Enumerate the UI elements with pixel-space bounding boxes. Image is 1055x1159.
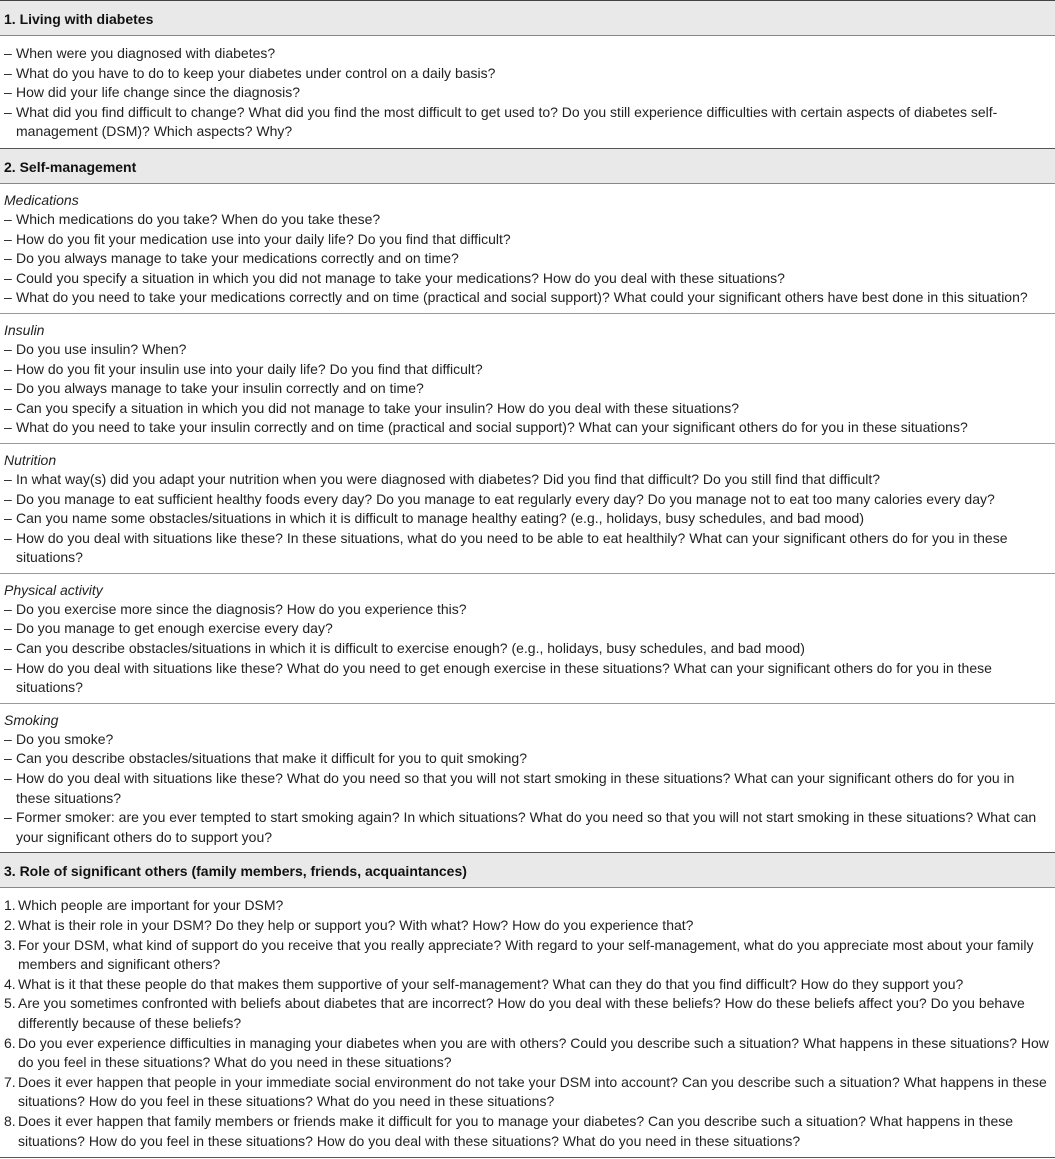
subsection-insulin xyxy=(0,314,1055,444)
question-list xyxy=(4,730,1051,848)
item-number: 8. xyxy=(4,1112,16,1129)
question-item: – What do you need to take your medications correctly and on time (practical and social support)? What could your significant others have best done in this situation? xyxy=(4,288,1051,308)
section-title: 3. Role of significant others (family members, friends, acquaintances) xyxy=(0,853,1055,888)
numbered-question-list xyxy=(4,896,1051,1151)
question-list xyxy=(4,340,1051,438)
numbered-question-item xyxy=(4,916,1051,936)
item-number: 5. xyxy=(4,995,16,1012)
numbered-question-item xyxy=(4,1034,1051,1073)
question-item: – How do you fit your insulin use into your daily life? Do you find that difficult? xyxy=(4,360,1051,380)
question-item: – Do you smoke? xyxy=(4,730,1051,750)
question-item: – Do you use insulin? When? xyxy=(4,340,1051,360)
subsection-title: Insulin xyxy=(4,321,45,338)
question-item: – Can you specify a situation in which you did not manage to take your insulin? How do you deal with these situations? xyxy=(4,399,1051,419)
question-text: Does it ever happen that family members or friends make it difficult for you to manage your diabetes? Can you describe such a situation? What happens in these situations? How do you feel in these situations? How do you deal with these situations? What do you need in these situations? xyxy=(18,1112,1014,1149)
question-list xyxy=(4,210,1051,308)
question-item: – Do you always manage to take your medications correctly and on time? xyxy=(4,249,1051,269)
question-list xyxy=(4,600,1051,698)
section-role-of-significant-others xyxy=(0,853,1055,1158)
subsection-title: Smoking xyxy=(4,711,59,728)
question-item: – When were you diagnosed with diabetes? xyxy=(4,44,1051,64)
numbered-question-item xyxy=(4,936,1051,975)
question-item: – Can you name some obstacles/situations in which it is difficult to manage healthy eating? (e.g., holidays, busy schedules, and bad mood) xyxy=(4,509,1051,529)
question-item: – How do you deal with situations like these? What do you need to get enough exercise in these situations? What can your significant others do for you in these situations? xyxy=(4,659,1051,698)
question-text: Does it ever happen that people in your immediate social environment do not take your DSM into account? Can you describe such a situation? What happens in these situations? How do you feel in these situations? What do you need in these situations? xyxy=(18,1073,1047,1110)
numbered-question-item xyxy=(4,896,1051,916)
numbered-question-item xyxy=(4,1073,1051,1112)
question-item: – Do you exercise more since the diagnosis? How do you experience this? xyxy=(4,600,1051,620)
question-item: – Do you always manage to take your insulin correctly and on time? xyxy=(4,379,1051,399)
section-self-management xyxy=(0,149,1055,853)
numbered-question-item xyxy=(4,975,1051,995)
section-title: 2. Self-management xyxy=(0,149,1055,184)
subsection-physical-activity xyxy=(0,574,1055,704)
question-group xyxy=(0,36,1055,148)
subsection-title: Nutrition xyxy=(4,451,57,468)
question-list xyxy=(4,470,1051,568)
question-item: – Do you manage to get enough exercise every day? xyxy=(4,619,1051,639)
question-item: – Can you describe obstacles/situations that make it difficult for you to quit smoking? xyxy=(4,749,1051,769)
question-text: Which people are important for your DSM? xyxy=(18,897,284,914)
numbered-question-item xyxy=(4,994,1051,1033)
item-number: 6. xyxy=(4,1034,16,1051)
item-number: 2. xyxy=(4,917,16,933)
question-item: – Which medications do you take? When do you take these? xyxy=(4,210,1051,230)
question-item: – What do you need to take your insulin correctly and on time (practical and social support)? What can your significant others do for you in these situations? xyxy=(4,418,1051,438)
question-item: – How do you deal with situations like these? What do you need so that you will not start smoking in these situations? What can your significant others do for you in these situations? xyxy=(4,769,1051,808)
numbered-question-item xyxy=(4,1112,1051,1151)
question-item: – How do you fit your medication use into your daily life? Do you find that difficult? xyxy=(4,230,1051,250)
question-text: Are you sometimes confronted with beliefs about diabetes that are incorrect? How do you deal with these beliefs? How do these beliefs affect you? Do you behave differently because of these beliefs? xyxy=(18,995,1025,1031)
question-item: – Could you specify a situation in which you did not manage to take your medications? How do you deal with these situations? xyxy=(4,269,1051,289)
subsection-title: Physical activity xyxy=(4,581,103,598)
question-text: What is their role in your DSM? Do they help or support you? With what? How? How do you experience that? xyxy=(18,917,694,933)
question-item: – What did you find difficult to change? What did you find the most difficult to get used to? Do you still experience difficulties with certain aspects of diabetes self-management (DSM)? Which aspects? Why? xyxy=(4,103,1051,142)
subsection-nutrition xyxy=(0,444,1055,574)
question-text: What is it that these people do that makes them supportive of your self-management? What can they do that you find difficult? How do they support you? xyxy=(18,975,964,992)
question-group xyxy=(0,888,1055,1157)
question-item: – How do you deal with situations like these? In these situations, what do you need to be able to eat healthily? What can your significant others do for you in these situations? xyxy=(4,529,1051,568)
question-text: Do you ever experience difficulties in managing your diabetes when you are with others? Could you describe such a situation? What happens in these situations? How do you feel in these situations? What do you need in these situations? xyxy=(18,1034,1049,1071)
item-number: 3. xyxy=(4,936,16,953)
subsection-title: Medications xyxy=(4,191,79,208)
question-list xyxy=(4,44,1051,142)
item-number: 1. xyxy=(4,897,16,914)
section-title: 1. Living with diabetes xyxy=(0,1,1055,36)
question-item: – What do you have to do to keep your diabetes under control on a daily basis? xyxy=(4,64,1051,84)
item-number: 4. xyxy=(4,975,16,992)
item-number: 7. xyxy=(4,1073,16,1090)
section-living-with-diabetes xyxy=(0,1,1055,149)
question-item: – Can you describe obstacles/situations in which it is difficult to exercise enough? (e.g., holidays, busy schedules, and bad mood) xyxy=(4,639,1051,659)
question-item: – In what way(s) did you adapt your nutrition when you were diagnosed with diabetes? Did you find that difficult? Do you still find that difficult? xyxy=(4,470,1051,490)
subsection-medications xyxy=(0,184,1055,314)
question-item: – Former smoker: are you ever tempted to start smoking again? In which situations? What do you need so that you will not start smoking in these situations? What can your significant others do to support you? xyxy=(4,808,1051,847)
question-text: For your DSM, what kind of support do you receive that you really appreciate? With regard to your self-management, what do you appreciate most about your family members and significant others? xyxy=(18,936,1034,973)
question-item: – Do you manage to eat sufficient healthy foods every day? Do you manage to eat regularly every day? Do you manage not to eat too many calories every day? xyxy=(4,490,1051,510)
subsection-smoking xyxy=(0,704,1055,853)
question-item: – How did your life change since the diagnosis? xyxy=(4,83,1051,103)
